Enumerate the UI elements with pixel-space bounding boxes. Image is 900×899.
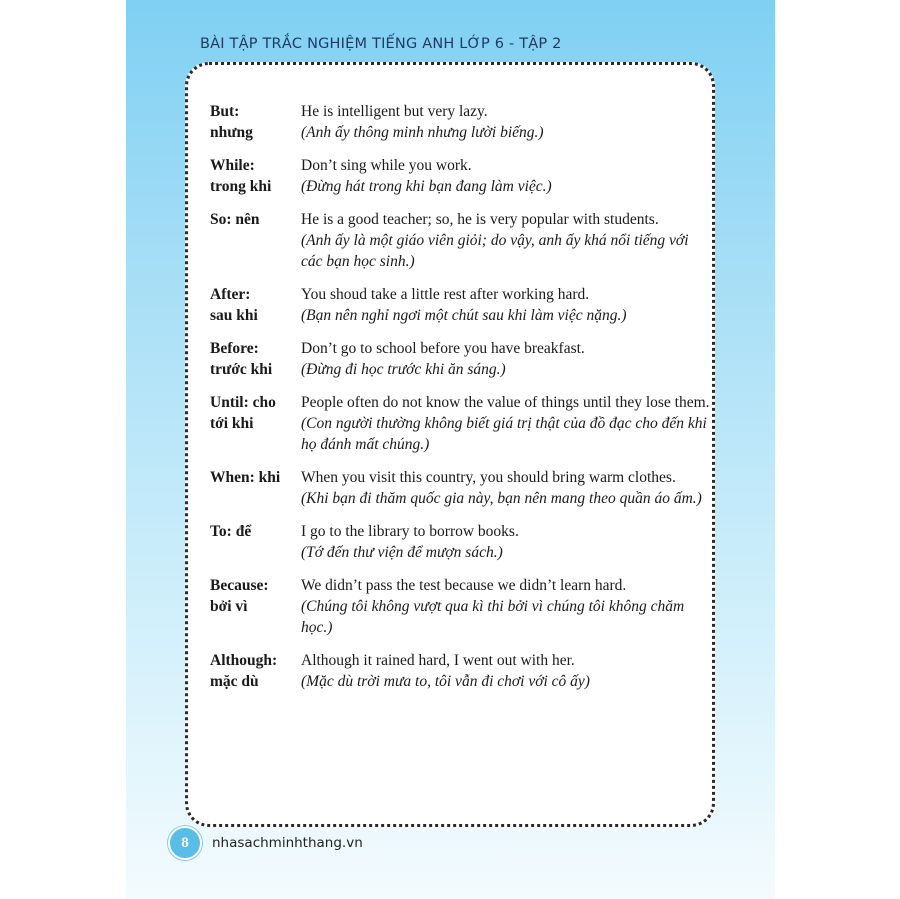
example-english: People often do not know the value of things until they lose them. <box>301 394 710 411</box>
content-card <box>185 62 715 827</box>
example-english: He is intelligent but very lazy. <box>301 103 488 120</box>
example-english: When you visit this country, you should bring warm clothes. <box>301 469 676 486</box>
example-english: I go to the library to borrow books. <box>301 523 519 540</box>
entry-term: After: sau khi <box>210 286 258 324</box>
example-vietnamese: (Anh ấy thông minh nhưng lười biếng.) <box>301 124 544 141</box>
entry-but <box>210 101 710 143</box>
entry-example <box>301 467 710 509</box>
entry-example <box>301 392 710 455</box>
example-english: He is a good teacher; so, he is very popular with students. <box>301 211 659 228</box>
example-vietnamese: (Khi bạn đi thăm quốc gia này, bạn nên mang theo quần áo ấm.) <box>301 490 702 507</box>
entry-example <box>301 338 710 380</box>
entry-term: While: trong khi <box>210 157 272 195</box>
entry-although <box>210 650 710 692</box>
entry-before <box>210 338 710 380</box>
example-vietnamese: (Mặc dù trời mưa to, tôi vẫn đi chơi với cô ấy) <box>301 673 590 690</box>
example-vietnamese: (Tớ đến thư viện để mượn sách.) <box>301 544 503 561</box>
entry-when <box>210 467 710 509</box>
entry-term: So: nên <box>210 211 260 228</box>
entry-term: When: khi <box>210 469 281 486</box>
entry-example <box>301 284 710 326</box>
conjunction-list <box>210 101 710 704</box>
example-vietnamese: (Bạn nên nghỉ ngơi một chút sau khi làm việc nặng.) <box>301 307 627 324</box>
example-vietnamese: (Đừng hát trong khi bạn đang làm việc.) <box>301 178 552 195</box>
entry-example <box>301 101 710 143</box>
entry-after <box>210 284 710 326</box>
example-vietnamese: (Chúng tôi không vượt qua kì thi bởi vì chúng tôi không chăm học.) <box>301 598 685 636</box>
page-header-title: BÀI TẬP TRẮC NGHIỆM TIẾNG ANH LỚP 6 - TẬP 2 <box>200 36 562 52</box>
entry-while <box>210 155 710 197</box>
example-english: Although it rained hard, I went out with her. <box>301 652 575 669</box>
entry-example <box>301 521 710 563</box>
entry-so <box>210 209 710 272</box>
example-vietnamese: (Anh ấy là một giáo viên giỏi; do vậy, anh ấy khá nổi tiếng với các bạn học sinh.) <box>301 232 689 270</box>
page-number-badge: 8 <box>168 826 202 860</box>
entry-until <box>210 392 710 455</box>
entry-example <box>301 209 710 272</box>
entry-term: Until: cho tới khi <box>210 394 276 432</box>
example-english: Don’t go to school before you have breakfast. <box>301 340 585 357</box>
example-english: You shoud take a little rest after working hard. <box>301 286 590 303</box>
example-vietnamese: (Đừng đi học trước khi ăn sáng.) <box>301 361 506 378</box>
entry-example <box>301 575 710 638</box>
entry-term: Although: mặc dù <box>210 652 278 690</box>
book-page <box>126 0 775 899</box>
entry-term: To: để <box>210 523 252 540</box>
entry-because <box>210 575 710 638</box>
entry-to <box>210 521 710 563</box>
example-english: We didn’t pass the test because we didn’t learn hard. <box>301 577 627 594</box>
footer-website: nhasachminhthang.vn <box>212 835 363 851</box>
entry-term: Because: bởi vì <box>210 577 269 615</box>
entry-example <box>301 155 710 197</box>
entry-term: But: nhưng <box>210 103 253 141</box>
entry-term: Before: trước khi <box>210 340 273 378</box>
example-vietnamese: (Con người thường không biết giá trị thật của đồ đạc cho đến khi họ đánh mất chúng.) <box>301 415 707 453</box>
example-english: Don’t sing while you work. <box>301 157 472 174</box>
entry-example <box>301 650 710 692</box>
